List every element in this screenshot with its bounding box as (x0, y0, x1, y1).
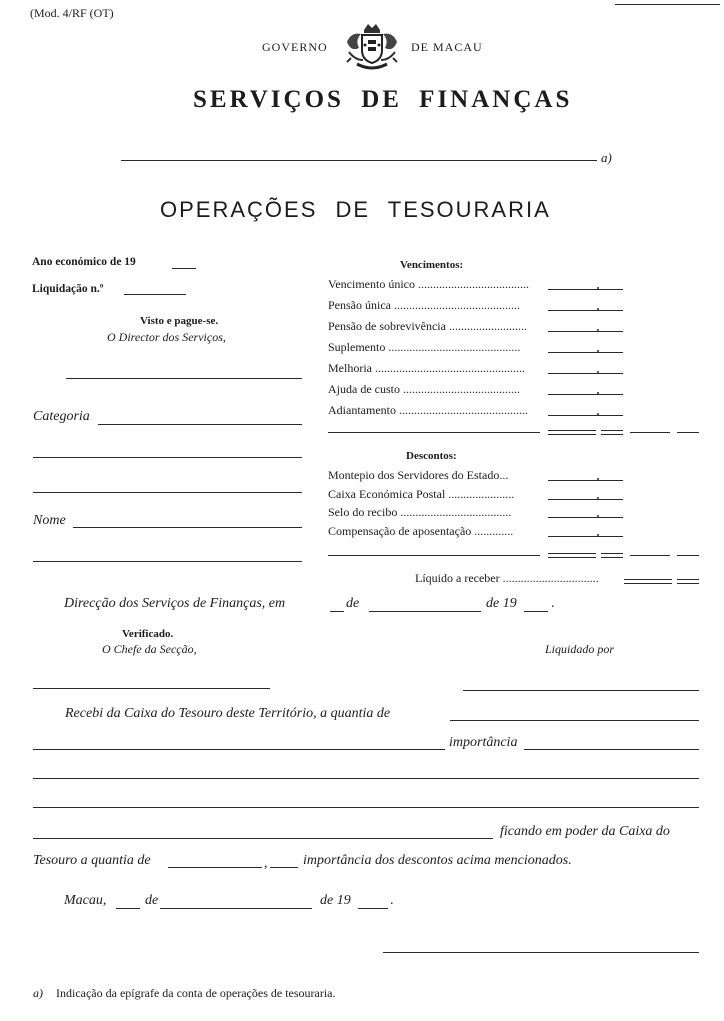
liquidado-signature-line (463, 690, 699, 691)
tesouro-blank-1 (168, 867, 262, 868)
comma: , (264, 856, 268, 871)
montepio: Montepio dos Servidores do Estado... (328, 468, 509, 482)
account-marker: a) (601, 150, 612, 165)
amount-line (548, 536, 623, 537)
nome-line-1 (73, 527, 302, 528)
descontos-total-line (328, 555, 540, 556)
tesouro-blank-2 (270, 867, 298, 868)
macau-period: . (390, 893, 394, 908)
amount-line (548, 517, 623, 518)
macau-label: Macau, (64, 893, 107, 908)
ano-label: Ano económico de 19 (32, 256, 136, 268)
caixa-economica: Caixa Económica Postal ...................... (328, 487, 515, 501)
year-blank (524, 611, 548, 612)
coat-of-arms-icon (343, 22, 401, 72)
receipt-line-3 (33, 807, 699, 808)
direccao-label: Direcção dos Serviços de Finanças, em (64, 596, 286, 611)
receipt-line-1 (33, 749, 445, 750)
suplemento: Suplemento ............................................ (328, 340, 521, 354)
importancia-label: importância (449, 735, 518, 750)
receipt-line-4 (33, 838, 493, 839)
nome-label: Nome (33, 513, 66, 528)
categoria-line-2 (33, 457, 302, 458)
tesouro-text-b: importância dos descontos acima mencionados. (303, 853, 572, 868)
macau-year-blank (358, 908, 388, 909)
page-title: SERVIÇOS DE FINANÇAS (193, 86, 573, 113)
director-signature-line (66, 378, 302, 379)
pensao-sobrevivencia: Pensão de sobrevivência .......................... (328, 319, 527, 333)
chefe-signature-line (33, 688, 270, 689)
gov-right: DE MACAU (411, 40, 483, 54)
day-blank (330, 611, 344, 612)
amount-line (548, 331, 623, 332)
de-19-1: de 19 (486, 596, 517, 611)
footnote-text: Indicação da epígrafe da conta de operações de tesouraria. (56, 986, 336, 1000)
vencimento-unico: Vencimento único ..................................... (328, 277, 529, 291)
top-rule (615, 4, 720, 5)
quantia-line (450, 720, 699, 721)
ajuda-de-custo: Ajuda de custo ....................................... (328, 382, 520, 396)
receipt-line-2 (33, 778, 699, 779)
descontos-total-right (677, 555, 699, 556)
recebi-text: Recebi da Caixa do Tesouro deste Território, a quantia de (65, 706, 391, 721)
vencimentos-heading: Vencimentos: (400, 259, 464, 271)
amount-line (548, 499, 623, 500)
amount-line (548, 352, 623, 353)
date-period: . (551, 596, 555, 611)
descontos-heading: Descontos: (406, 450, 457, 462)
liquido-label: Líquido a receber ................................ (415, 571, 599, 585)
ficando-text: ficando em poder da Caixa do (500, 824, 670, 839)
tesouro-text-a: Tesouro a quantia de (33, 853, 151, 868)
chefe-label: O Chefe da Secção, (102, 642, 197, 656)
vencimentos-total-double (601, 430, 623, 435)
vencimentos-total-line (328, 432, 540, 433)
macau-month-blank (160, 908, 312, 909)
de-1: de (346, 596, 360, 611)
liquidacao-label: Liquidação n.º (32, 283, 104, 295)
adiantamento: Adiantamento ........................................... (328, 403, 528, 417)
de-19-2: de 19 (320, 893, 351, 908)
visto-label: Visto e pague-se. (140, 315, 219, 327)
categoria-line-3 (33, 492, 302, 493)
account-line (121, 160, 597, 161)
liquido-double (677, 579, 699, 584)
descontos-total-right (630, 555, 670, 556)
gov-left: GOVERNO (262, 40, 328, 54)
amount-line (548, 480, 623, 481)
amount-line (548, 289, 623, 290)
page-subtitle: OPERAÇÕES DE TESOURARIA (160, 197, 551, 222)
ano-blank (172, 268, 196, 269)
vencimentos-total-double (548, 430, 596, 435)
liquidacao-blank (124, 294, 186, 295)
month-blank (369, 611, 481, 612)
pensao-unica: Pensão única .......................................... (328, 298, 520, 312)
amount-line (548, 415, 623, 416)
model-code: (Mod. 4/RF (OT) (30, 6, 114, 20)
macau-day-blank (116, 908, 140, 909)
amount-line (548, 394, 623, 395)
vencimentos-total-right (630, 432, 670, 433)
descontos-total-double (601, 553, 623, 558)
director-label: O Director dos Serviços, (107, 330, 226, 344)
liquido-double (624, 579, 672, 584)
compensacao: Compensação de aposentação ............. (328, 524, 514, 538)
importancia-line (524, 749, 699, 750)
amount-line (548, 373, 623, 374)
receiver-signature-line (383, 952, 699, 953)
nome-line-2 (33, 561, 302, 562)
liquidado-label: Liquidado por (545, 642, 615, 656)
categoria-line-1 (98, 424, 302, 425)
amount-line (548, 310, 623, 311)
footnote-marker: a) (33, 986, 43, 1000)
selo-recibo: Selo do recibo ..................................... (328, 505, 512, 519)
melhoria: Melhoria .................................................. (328, 361, 525, 375)
descontos-total-double (548, 553, 596, 558)
categoria-label: Categoria (33, 409, 90, 424)
verificado-label: Verificado. (122, 628, 174, 640)
de-3: de (145, 893, 159, 908)
vencimentos-total-right (677, 432, 699, 433)
